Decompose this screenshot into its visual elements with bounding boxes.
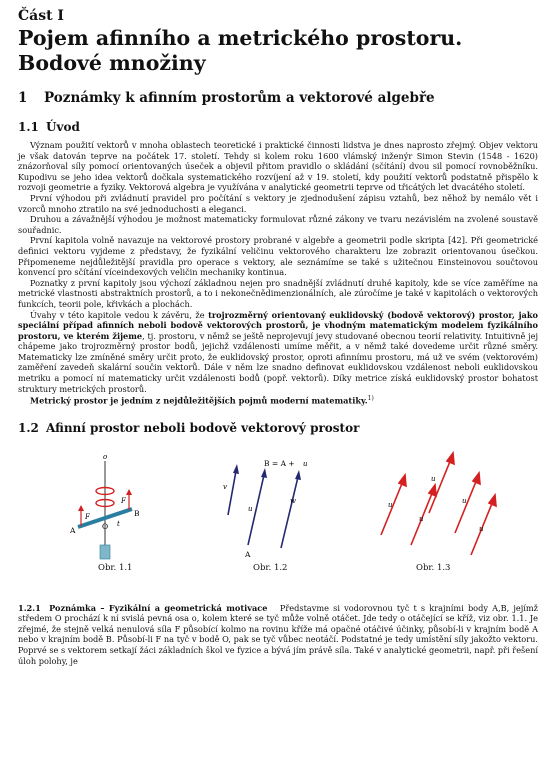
part-heading: Část I [18, 8, 64, 24]
note-number: 1.2.1 [18, 602, 41, 613]
label-vector-w: w [290, 496, 296, 505]
vector-u-4-head [473, 473, 480, 484]
vector-u-arrowhead [261, 468, 267, 478]
paragraph-5: Poznatky z první kapitoly jsou výchozí základnou nejen pro snadnější zvládnutí druhé kapitoly, kde se více zaměříme na metrické vlastnosti abstraktních prostorů, a to i nekonečnědimenzionálních, ale zúročíme je také v kapitolách o vektorových funkcích, teorii pole, křivkách a plochách. [18, 277, 538, 309]
subsection-heading-affine [18, 421, 538, 437]
subsection-number: 1.1 [18, 120, 39, 134]
subsection-title: Afinní prostor neboli bodově vektorový prostor [46, 420, 360, 435]
caption-figure-1-2: Obr. 1.2 [253, 562, 288, 573]
metric-space-statement: Metrický prostor je jedním z nejdůležitějších pojmů moderní matematiky. [30, 395, 368, 406]
section-heading [18, 90, 538, 108]
label-rod-t: t [117, 519, 120, 528]
label-u-2: u [419, 514, 424, 523]
vector-v-arrow [228, 471, 236, 515]
paragraph-6-emphasis: trojrozměrný orientovaný euklidovský (bodově vektorový) prostor, jako speciální případ afinních neboli bodově vektorových prostorů, je vhodným matematickým modelem fyzikálního prostoru, ve kterém žijeme [18, 309, 538, 341]
chapter-title-line1: Pojem afinního a metrického prostoru. [18, 26, 463, 50]
note-1-2-1 [18, 603, 538, 667]
label-vector-u: u [248, 504, 253, 513]
paragraph-6-rest: , tj. prostoru, v němž se ještě neprojevují jevy studované obecnou teorií relativity. Intuitivně jej chápeme jako trojrozměrný prostor bodů, jejichž vzdálenosti umíme měřit, a v němž také dovedeme určit různé směry. Matematicky lze zmíněné směry určit proto, že euklidovský prostor, oproti afinnímu prostoru, má už ve svém (vektorovém) zaměření zavedeň skalární součin vektorů. Dále v něm lze snadno definovat euklidovskou vzdálenost neboli euklidovskou metriku a pomocí ní matematicky určit vzdálenosti bodů (popř. vektorů). Díky metrice získá euklidovský prostor bohatost struktury metrických prostorů. [18, 330, 539, 394]
paragraph-1: Význam použití vektorů v mnoha oblastech teoretické i praktické činnosti lidstva je dnes naprosto zřejmý. Objev vektoru je však datován teprve na počátek 17. století. Tehdy si kolem roku 1600 vlámský inženýr Simon Stevin (1548 - 1620) znázorňoval síly pomocí orientovaných úseček a objevil přitom pravidlo o skládání (sčítání) dvou sil pomocí rovnoběžníku. Kupodivu se jeho idea vektorů dočkala systematického rozvíjení až v 19. století, kdy použití vektorů podstatně přispělo k rozvoji geometrie a fyziky. Vektorová algebra je využívána v analytické geometrii teprve od třicátých let dvacátého století. [18, 140, 538, 193]
label-point-a: A [245, 549, 251, 559]
paragraph-6-lead: Úvahy v této kapitole vedou k závěru, že [30, 309, 209, 320]
label-u-4: u [462, 496, 467, 505]
label-point-b: B [134, 508, 140, 518]
footnote-marker: 1) [367, 395, 374, 403]
paragraph-6 [18, 310, 538, 395]
section-number: 1 [18, 90, 28, 106]
label-point-a: A [70, 525, 76, 535]
paragraph-7 [18, 394, 538, 406]
chapter-title [18, 26, 538, 76]
figures-row [18, 453, 538, 575]
vector-u-5-head [489, 495, 496, 506]
vector-v-arrowhead [233, 464, 239, 474]
caption-figure-1-3: Obr. 1.3 [416, 562, 451, 573]
vector-w-arrowhead [295, 470, 301, 480]
chapter-title-line2: Bodové množiny [18, 51, 206, 75]
vector-u-2-head [429, 485, 436, 496]
label-u-5: u [479, 524, 484, 533]
vector-u-3 [429, 459, 451, 513]
label-force-f1: F [85, 512, 90, 521]
figure-rotating-cross [58, 453, 148, 565]
subsection-title: Úvod [46, 120, 80, 134]
label-u-top: u [303, 459, 308, 468]
subsection-number: 1.2 [18, 420, 39, 435]
note-text: Představme si vodorovnou tyč t s krajními body A,B, jejímž středem O prochází k ní svislá pevná osa o, kolem které se tyč může volně otáčet. Jde tedy o otáčející se kříž, viz obr. 1.1. Je zřejmé, že stejně velká nenulová síla F působící kolmo na rovinu kříže má opačné otáčivé účinky, působí-li v krajním bodě A nebo v krajním bodě B. Působí-li F na tyč v bodě O, pak se tyč vůbec neotáčí. Podstatné je tedy umístění síly jakožto vektoru. Poprvé se s vektorem setkají žáci základních škol ve fyzice a bývá jím právě síla. Také v analytické geometrii, např. při řešení úloh polohy, je [18, 602, 538, 666]
vector-w-arrow [281, 477, 298, 548]
caption-figure-1-1: Obr. 1.1 [98, 562, 133, 573]
page [18, 8, 538, 674]
label-point-o: O [102, 521, 109, 531]
note-title: Poznámka – Fyzikální a geometrická motivace [49, 602, 268, 613]
vector-u-3-head [447, 453, 454, 464]
vector-u-1-head [399, 475, 406, 486]
vector-u-4 [455, 479, 477, 533]
paragraph-2: První výhodou při zvládnutí pravidel pro počítání s vektory je zjednodušení zápisu vztahů, bez něhož by nemálo vět i vzorců mnoho ztratilo na své jednoduchosti a eleganci. [18, 192, 538, 214]
label-u-1: u [388, 500, 393, 509]
force-arrowhead-a [78, 505, 84, 511]
label-axis-o: o [103, 452, 108, 461]
paragraph-3: Druhou a závažnější výhodou je možnost matematicky formulovat různé zákony ve tvaru nezávislém na zvolené soustavě souřadnic. [18, 214, 538, 235]
label-b-equals-a-plus-u: B = A + [264, 458, 295, 468]
figure-vector-addition [223, 453, 316, 565]
figure-equal-vectors [373, 453, 503, 565]
section-title: Poznámky k afinním prostorům a vektorové algebře [44, 90, 435, 106]
label-force-f2: F [121, 496, 126, 505]
paragraph-4: První kapitola volně navazuje na vektorové prostory probrané v algebře a geometrii podle skripta [42]. Při geometrické definici vektoru vyjdeme z představy, že fyzikální veličinu vektorového charakteru lze zobrazit orientovanou úsečkou. Připomeneme nejdůležitější pravidla pro operace s vektory, ale seznámíme se také s užitečnou Einsteinovou součtovou konvencí pro sčítání víceindexových veličin mechaniky kontinua. [18, 235, 538, 278]
label-u-3: u [431, 474, 436, 483]
label-vector-v: v [223, 482, 227, 491]
axis-base [100, 545, 110, 559]
force-arrowhead-b [126, 489, 132, 495]
subsection-heading-intro [18, 120, 538, 136]
